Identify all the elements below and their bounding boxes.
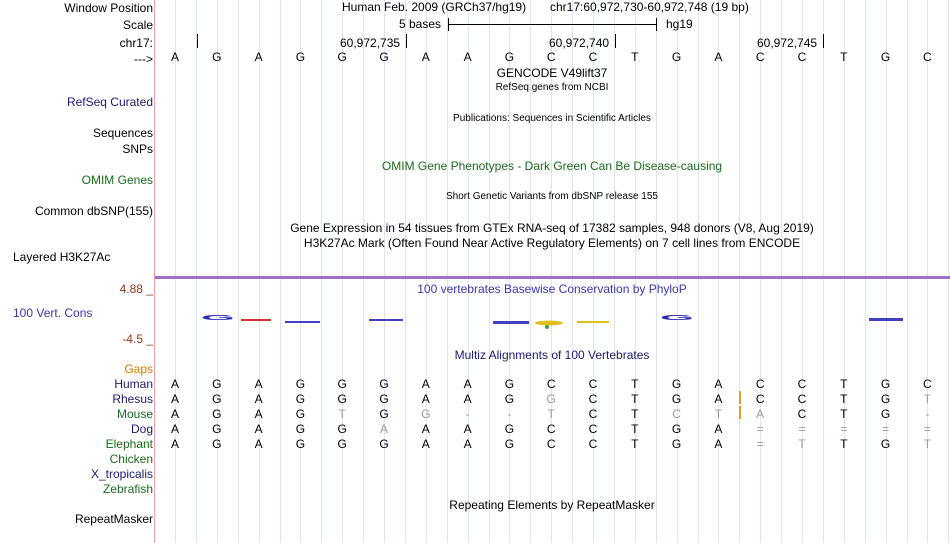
grid-line <box>321 0 322 543</box>
aligned-base: G <box>212 437 222 451</box>
grid-line <box>739 0 740 543</box>
aligned-base: G <box>671 437 682 451</box>
aligned-base: A <box>170 377 179 391</box>
grid-line <box>363 0 364 543</box>
aligned-base: G <box>212 407 222 421</box>
aligned-base: C <box>923 377 932 391</box>
aligned-base: A <box>170 422 179 436</box>
ref-base: C <box>755 50 765 64</box>
repeatmasker-label[interactable]: RepeatMasker <box>74 512 153 526</box>
aligned-base: A <box>254 407 263 421</box>
ref-base: A <box>170 50 179 64</box>
grid-line <box>405 0 406 543</box>
conservation-label[interactable]: 100 Vert. Cons <box>13 306 93 320</box>
chrom-label: chr17: <box>119 36 153 50</box>
ref-base: G <box>295 50 306 64</box>
gencode-track-title[interactable]: GENCODE V49lift37 <box>496 66 608 80</box>
aligned-base: T <box>338 407 346 421</box>
aligned-base: C <box>672 407 681 421</box>
window-position-label: Window Position <box>64 1 153 15</box>
aligned-base: G <box>504 437 515 451</box>
aligned-base: T <box>631 392 639 406</box>
aligned-base: A <box>379 422 388 436</box>
aligned-base: T <box>714 407 723 421</box>
aligned-base: A <box>170 407 179 421</box>
strand-label: ---> <box>134 52 153 66</box>
insertion-marker <box>739 406 741 419</box>
scale-bar-left-tick <box>448 18 449 31</box>
aligned-base: A <box>463 377 472 391</box>
insertion-marker <box>739 391 741 404</box>
aligned-base: G <box>504 392 515 406</box>
aligned-base: G <box>546 392 556 406</box>
aligned-base: G <box>880 392 891 406</box>
phylop-conservation-logos <box>155 308 950 332</box>
aligned-base: G <box>212 377 222 391</box>
ref-base: T <box>631 50 639 64</box>
aligned-base: G <box>379 392 389 406</box>
grid-line <box>823 0 824 543</box>
aligned-base: C <box>546 422 556 436</box>
aligned-base: A <box>421 392 430 406</box>
aligned-base: G <box>295 422 306 436</box>
window-position-value[interactable]: chr17:60,972,730-60,972,748 (19 bp) <box>550 0 749 14</box>
aligned-base: G <box>880 377 891 391</box>
ref-base: G <box>212 50 222 64</box>
cons-logo-mark <box>545 325 549 329</box>
grid-line <box>447 0 448 543</box>
species-label[interactable]: Chicken <box>109 452 153 466</box>
aligned-base: G <box>421 407 431 421</box>
aligned-base: - <box>925 407 930 421</box>
aligned-base: C <box>755 377 765 391</box>
aligned-base: T <box>631 437 639 451</box>
aligned-base: A <box>254 392 263 406</box>
aligned-base: A <box>714 377 723 391</box>
aligned-base: T <box>631 422 639 436</box>
sequences-label[interactable]: Sequences <box>92 126 153 140</box>
aligned-base: G <box>337 392 347 406</box>
grid-line <box>677 0 678 543</box>
cons-logo-mark <box>241 319 271 321</box>
aligned-base: C <box>546 437 556 451</box>
scale-bar <box>448 24 656 25</box>
scale-label: Scale <box>122 18 153 32</box>
h3k27ac-label[interactable]: Layered H3K27Ac <box>13 250 111 264</box>
grid-line <box>280 0 281 543</box>
grid-line <box>384 0 385 543</box>
aligned-base: A <box>463 422 472 436</box>
ref-base: G <box>671 50 682 64</box>
species-label[interactable]: Rhesus <box>112 392 153 406</box>
scale-bar-right-tick <box>656 18 657 31</box>
aligned-base: A <box>756 407 765 421</box>
aligned-base: G <box>671 377 682 391</box>
aligned-base: A <box>421 437 430 451</box>
aligned-base: T <box>631 377 639 391</box>
grid-line <box>426 0 427 543</box>
ref-base: A <box>714 50 723 64</box>
ref-base: G <box>379 50 389 64</box>
aligned-base: G <box>671 392 682 406</box>
omim-track-title[interactable]: OMIM Gene Phenotypes - Dark Green Can Be Disease-causing <box>381 159 723 173</box>
aligned-base: T <box>547 407 555 421</box>
coord-tick <box>823 34 824 48</box>
aligned-base: T <box>840 377 848 391</box>
aligned-base: G <box>295 407 306 421</box>
aligned-base: G <box>504 377 515 391</box>
refseq-track-subtitle: RefSeq genes from NCBI <box>495 82 609 93</box>
ref-base: C <box>588 50 598 64</box>
aligned-base: C <box>755 392 765 406</box>
aligned-base: C <box>588 377 598 391</box>
cons-logo-g: G <box>660 313 695 323</box>
aligned-base: = <box>798 422 806 436</box>
aligned-base: C <box>588 422 598 436</box>
grid-line <box>718 0 719 543</box>
ref-base: G <box>504 50 515 64</box>
ref-base: T <box>840 50 848 64</box>
species-label[interactable]: Mouse <box>116 407 153 421</box>
aligned-base: G <box>379 377 389 391</box>
grid-line <box>844 0 845 543</box>
cons-logo-mark <box>285 321 320 323</box>
aligned-base: T <box>840 392 848 406</box>
aligned-base: A <box>421 377 430 391</box>
cons-logo-mark <box>369 319 403 321</box>
grid-line <box>196 0 197 543</box>
coord-label-2: 60,972,740 <box>549 36 610 50</box>
aligned-base: C <box>588 437 598 451</box>
scale-value: 5 bases <box>399 17 442 31</box>
gtex-track-title[interactable]: Gene Expression in 54 tissues from GTEx RNA-seq of 17382 samples, 948 donors (V8, Aug 2019) <box>290 221 814 235</box>
omim-genes-label[interactable]: OMIM Genes <box>81 173 153 187</box>
ref-base: G <box>337 50 347 64</box>
aligned-base: G <box>504 422 515 436</box>
grid-line <box>760 0 761 543</box>
grid-line <box>698 0 699 543</box>
cons-logo-mark <box>535 321 563 326</box>
grid-line <box>259 0 260 543</box>
aligned-base: C <box>546 377 556 391</box>
label-divider <box>154 0 155 543</box>
coord-tick <box>615 34 616 48</box>
aligned-base: G <box>212 422 222 436</box>
aligned-base: A <box>463 392 472 406</box>
snps-label[interactable]: SNPs <box>122 142 153 156</box>
aligned-base: T <box>923 392 932 406</box>
aligned-base: G <box>671 422 682 436</box>
aligned-base: C <box>588 392 598 406</box>
aligned-base: C <box>797 392 807 406</box>
assembly-name: Human Feb. 2009 (GRCh37/hg19) <box>342 0 527 14</box>
conservation-track-title[interactable]: 100 vertebrates Basewise Conservation by PhyloP <box>417 282 687 296</box>
grid-line <box>656 0 657 543</box>
aligned-base: G <box>295 392 306 406</box>
aligned-base: G <box>880 407 891 421</box>
species-label[interactable]: X_tropicalis <box>90 467 153 481</box>
grid-line <box>489 0 490 543</box>
coord-label-3: 60,972,745 <box>757 36 818 50</box>
aligned-base: A <box>714 392 723 406</box>
ref-base: A <box>421 50 430 64</box>
grid-line <box>614 0 615 543</box>
multiz-track-title[interactable]: Multiz Alignments of 100 Vertebrates <box>454 348 650 362</box>
grid-line <box>175 0 176 543</box>
aligned-base: T <box>923 437 932 451</box>
aligned-base: A <box>254 437 263 451</box>
grid-line <box>927 0 928 543</box>
aligned-base: A <box>254 422 263 436</box>
aligned-base: = <box>882 422 890 436</box>
cons-axis-max: 4.88 _ <box>119 282 153 296</box>
aligned-base: A <box>170 392 179 406</box>
aligned-base: G <box>880 437 891 451</box>
ref-base: C <box>546 50 556 64</box>
aligned-base: A <box>463 437 472 451</box>
grid-line <box>802 0 803 543</box>
aligned-base: G <box>295 437 306 451</box>
species-label[interactable]: Elephant <box>105 437 153 451</box>
cons-logo-g: G <box>201 313 236 323</box>
coord-tick <box>406 34 407 48</box>
h3k27ac-signal-band <box>155 276 950 279</box>
aligned-base: A <box>714 437 723 451</box>
aligned-base: T <box>798 437 806 451</box>
aligned-base: T <box>631 407 639 421</box>
aligned-base: G <box>379 407 389 421</box>
species-label[interactable]: Zebrafish <box>102 482 153 496</box>
coord-label-1: 60,972,735 <box>340 36 401 50</box>
aligned-base: A <box>254 377 263 391</box>
aligned-base: G <box>379 437 389 451</box>
aligned-base: G <box>337 422 347 436</box>
repeatmasker-track-title[interactable]: Repeating Elements by RepeatMasker <box>449 498 655 512</box>
grid-line <box>865 0 866 543</box>
aligned-base: T <box>840 407 848 421</box>
cons-logo-mark <box>869 318 903 321</box>
cons-axis-min: -4.5 _ <box>122 332 153 346</box>
refseq-curated-label[interactable]: RefSeq Curated <box>66 95 153 109</box>
species-label[interactable]: Dog <box>130 422 153 436</box>
ref-base: C <box>923 50 932 64</box>
grid-line <box>781 0 782 543</box>
species-label[interactable]: Human <box>114 377 153 391</box>
publications-track-title[interactable]: Publications: Sequences in Scientific Articles <box>453 113 651 124</box>
cons-logo-mark <box>577 321 609 323</box>
ref-base: A <box>463 50 472 64</box>
scale-db: hg19 <box>666 17 693 31</box>
ref-base: A <box>254 50 263 64</box>
coord-tick <box>197 34 198 48</box>
grid-line <box>217 0 218 543</box>
gaps-label[interactable]: Gaps <box>124 362 153 376</box>
aligned-base: T <box>840 437 848 451</box>
aligned-base: - <box>465 407 470 421</box>
aligned-base: - <box>507 407 512 421</box>
grid-line <box>468 0 469 543</box>
aligned-base: = <box>756 422 764 436</box>
aligned-base: G <box>337 377 347 391</box>
aligned-base: G <box>337 437 347 451</box>
dbsnp-label[interactable]: Common dbSNP(155) <box>34 204 153 218</box>
grid-line <box>907 0 908 543</box>
grid-line <box>300 0 301 543</box>
aligned-base: A <box>714 422 723 436</box>
grid-line <box>948 0 949 543</box>
dbsnp-track-title[interactable]: Short Genetic Variants from dbSNP release 155 <box>446 191 658 202</box>
aligned-base: = <box>756 437 764 451</box>
aligned-base: C <box>588 407 598 421</box>
aligned-base: G <box>295 377 306 391</box>
ref-base: C <box>797 50 807 64</box>
grid-line <box>342 0 343 543</box>
aligned-base: C <box>797 377 807 391</box>
aligned-base: G <box>212 392 222 406</box>
aligned-base: A <box>421 422 430 436</box>
grid-line <box>886 0 887 543</box>
cons-logo-mark <box>493 321 529 324</box>
grid-line <box>238 0 239 543</box>
aligned-base: A <box>170 437 179 451</box>
aligned-base: C <box>797 407 807 421</box>
ref-base: G <box>880 50 891 64</box>
h3k27ac-track-title[interactable]: H3K27Ac Mark (Often Found Near Active Regulatory Elements) on 7 cell lines from ENCODE <box>303 236 801 250</box>
aligned-base: = <box>923 422 931 436</box>
aligned-base: = <box>840 422 848 436</box>
grid-line <box>635 0 636 543</box>
